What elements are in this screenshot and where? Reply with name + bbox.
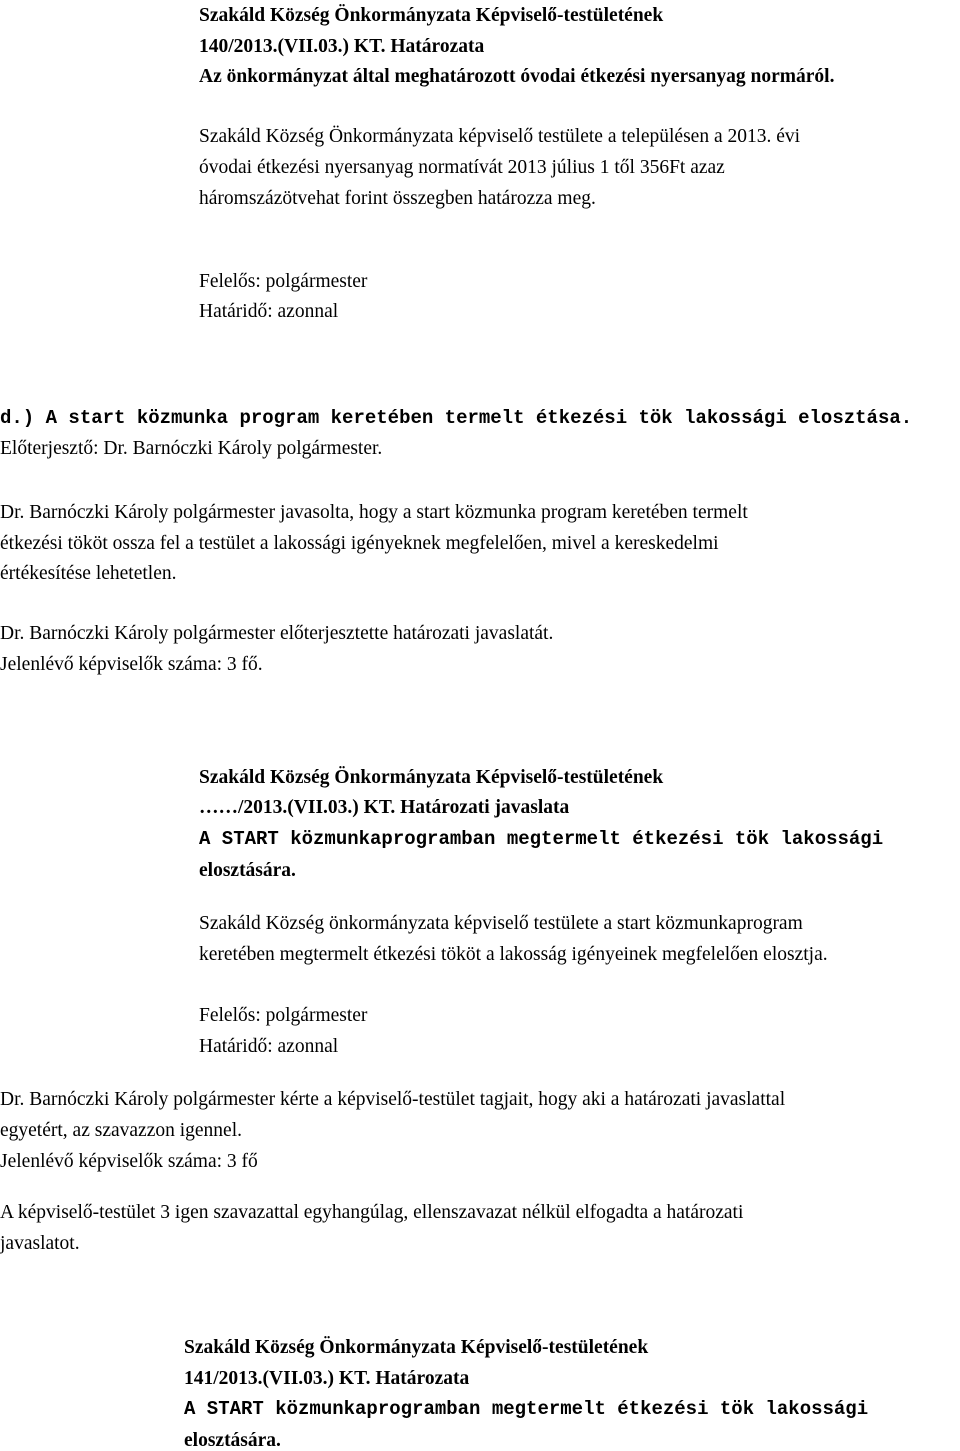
resolution-141-subject-cont: elosztására. — [184, 1430, 281, 1451]
resolution-141-header-number: 141/2013.(VII.03.) KT. Határozata — [184, 1368, 470, 1389]
agenda-d-submitted: Dr. Barnóczki Károly polgármester előterjesztette határozati javaslatát. — [0, 623, 554, 644]
resolution-140-responsible: Felelős: polgármester — [199, 271, 368, 292]
agenda-d-proposal-line: értékesítése lehetetlen. — [0, 563, 177, 584]
agenda-d-presenter: Előterjesztő: Dr. Barnóczki Károly polgármester. — [0, 438, 383, 459]
agenda-d-title: d.) A start közmunka program keretében termelt étkezési tök lakossági elosztása. — [0, 407, 913, 429]
resolution-140-body-line: Szakáld Község Önkormányzata képviselő testülete a településen a 2013. évi — [199, 126, 801, 147]
resolution-141-header-council: Szakáld Község Önkormányzata Képviselő-testületének — [184, 1337, 649, 1358]
draft-resolution-subject-cont: elosztására. — [199, 860, 296, 881]
draft-resolution-deadline: Határidő: azonnal — [199, 1036, 339, 1057]
draft-resolution-header-number: ……/2013.(VII.03.) KT. Határozati javaslata — [199, 797, 570, 818]
agenda-d-proposal-line: Dr. Barnóczki Károly polgármester javasolta, hogy a start közmunka program keretében termelt — [0, 502, 748, 523]
vote-result-line: A képviselő-testület 3 igen szavazattal egyhangúlag, ellenszavazat nélkül elfogadta a határozati — [0, 1202, 744, 1223]
vote-result-line: javaslatot. — [0, 1233, 80, 1254]
vote-request-line: egyetért, az szavazzon igennel. — [0, 1120, 242, 1141]
vote-request-line: Dr. Barnóczki Károly polgármester kérte a képviselő-testület tagjait, hogy aki a határozati javaslattal — [0, 1089, 786, 1110]
resolution-140-body-line: óvodai étkezési nyersanyag normatívát 2013 július 1 től 356Ft azaz — [199, 157, 725, 178]
resolution-140-header-number: 140/2013.(VII.03.) KT. Határozata — [199, 36, 485, 57]
draft-resolution-body-line: keretében megtermelt étkezési tököt a lakosság igényeinek megfelelően elosztja. — [199, 944, 828, 965]
vote-present: Jelenlévő képviselők száma: 3 fő — [0, 1151, 258, 1172]
resolution-140-deadline: Határidő: azonnal — [199, 301, 339, 322]
resolution-140-header-subject: Az önkormányzat által meghatározott óvodai étkezési nyersanyag normáról. — [199, 66, 835, 87]
agenda-d-proposal-line: étkezési tököt ossza fel a testület a lakossági igényeknek megfelelően, mivel a kereskedelmi — [0, 533, 719, 554]
resolution-140-header-council: Szakáld Község Önkormányzata Képviselő-testületének — [199, 5, 664, 26]
resolution-140-body-line: háromszázötvehat forint összegben határozza meg. — [199, 188, 596, 209]
draft-resolution-body-line: Szakáld Község önkormányzata képviselő testülete a start közmunkaprogram — [199, 913, 803, 934]
draft-resolution-responsible: Felelős: polgármester — [199, 1005, 368, 1026]
agenda-d-present: Jelenlévő képviselők száma: 3 fő. — [0, 654, 263, 675]
draft-resolution-subject: A START közmunkaprogramban megtermelt étkezési tök lakossági — [199, 828, 884, 850]
draft-resolution-header-council: Szakáld Község Önkormányzata Képviselő-testületének — [199, 767, 664, 788]
resolution-141-subject: A START közmunkaprogramban megtermelt étkezési tök lakossági — [184, 1398, 869, 1420]
